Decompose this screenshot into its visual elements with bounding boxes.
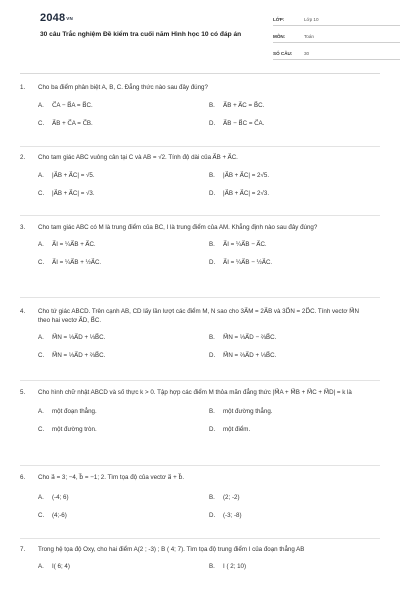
answer-options bbox=[38, 166, 380, 202]
option-a[interactable] bbox=[38, 557, 209, 575]
option-b[interactable] bbox=[209, 402, 380, 420]
option-letter: A. bbox=[38, 101, 44, 109]
question-stem bbox=[20, 545, 380, 554]
option-c[interactable] bbox=[38, 346, 209, 364]
question-stem bbox=[20, 388, 380, 397]
option-d[interactable] bbox=[209, 420, 380, 438]
meta-label: SỐ CÂU: bbox=[273, 51, 293, 56]
option-c[interactable] bbox=[38, 184, 209, 202]
option-c[interactable] bbox=[38, 114, 209, 132]
option-letter: D. bbox=[209, 258, 216, 266]
question-5 bbox=[20, 388, 380, 438]
option-text: A⃗B + A⃗C = B⃗C. bbox=[223, 101, 265, 109]
option-d[interactable] bbox=[209, 346, 380, 364]
option-letter: B. bbox=[209, 101, 215, 109]
option-c[interactable] bbox=[38, 506, 209, 524]
question-text: Cho tứ giác ABCD. Trên cạnh AB, CD lấy lần lượt các điểm M, N sao cho 3A⃗M = 2A⃗B và 3D⃗N = 2D⃗C. Tính vectơ M⃗N theo hai vectơ A⃗D, B⃗C. bbox=[38, 308, 359, 324]
option-text: C⃗A − B⃗A = B⃗C. bbox=[52, 101, 93, 109]
option-c[interactable] bbox=[38, 420, 209, 438]
option-b[interactable] bbox=[209, 166, 380, 184]
option-text: (-4; 6) bbox=[52, 493, 69, 501]
option-text: M⃗N = ⅓A⃗D − ⅔B⃗C. bbox=[223, 333, 277, 341]
option-a[interactable] bbox=[38, 166, 209, 184]
option-letter: C. bbox=[38, 119, 45, 127]
option-c[interactable] bbox=[38, 253, 209, 271]
question-1 bbox=[20, 83, 380, 132]
option-letter: B. bbox=[209, 493, 215, 501]
brand-logo[interactable] bbox=[40, 12, 73, 24]
option-b[interactable] bbox=[209, 488, 380, 506]
option-text: I ( 2; 10) bbox=[223, 562, 247, 570]
option-letter: B. bbox=[209, 562, 215, 570]
meta-row-class bbox=[273, 14, 400, 26]
option-d[interactable] bbox=[209, 253, 380, 271]
meta-value: Toán bbox=[304, 34, 314, 39]
option-text: (4;-6) bbox=[52, 511, 67, 519]
option-text: A⃗I = ¼A⃗B + ½A⃗C. bbox=[52, 258, 102, 266]
option-text: M⃗N = ⅓A⃗D + ⅔B⃗C. bbox=[52, 351, 106, 359]
meta-row-count bbox=[273, 48, 400, 60]
meta-value: Lớp 10 bbox=[304, 17, 319, 22]
option-d[interactable] bbox=[209, 506, 380, 524]
question-divider bbox=[20, 538, 380, 539]
question-3 bbox=[20, 223, 380, 271]
meta-value: 30 bbox=[304, 51, 310, 56]
document-title: 30 câu Trắc nghiệm Đề kiểm tra cuối năm Hình học 10 có đáp án bbox=[40, 31, 242, 38]
option-letter: B. bbox=[209, 240, 215, 248]
option-text: (2; -2) bbox=[223, 493, 240, 501]
answer-options bbox=[38, 488, 380, 524]
question-number: 5. bbox=[20, 389, 26, 396]
answer-options bbox=[38, 402, 380, 438]
option-letter: B. bbox=[209, 171, 215, 179]
option-d[interactable] bbox=[209, 114, 380, 132]
option-letter: C. bbox=[38, 351, 45, 359]
answer-options bbox=[38, 328, 380, 364]
option-letter: B. bbox=[209, 407, 215, 415]
option-b[interactable] bbox=[209, 557, 380, 575]
worksheet-header bbox=[20, 0, 380, 70]
option-letter: C. bbox=[38, 189, 45, 197]
question-7 bbox=[20, 545, 380, 575]
question-2 bbox=[20, 153, 380, 202]
question-divider bbox=[20, 297, 380, 298]
option-text: một đường tròn. bbox=[52, 425, 97, 433]
option-text: một đường thẳng. bbox=[223, 407, 273, 415]
option-text: một đoạn thẳng. bbox=[52, 407, 97, 415]
brand-suffix: VN bbox=[66, 16, 73, 21]
option-text: A⃗I = ¼A⃗B − ½A⃗C. bbox=[223, 258, 273, 266]
option-text: một điểm. bbox=[223, 425, 251, 433]
option-text: (-3; -8) bbox=[223, 511, 242, 519]
option-letter: D. bbox=[209, 189, 216, 197]
question-number: 1. bbox=[20, 84, 26, 91]
question-6 bbox=[20, 473, 380, 524]
brand-name: 2048 bbox=[40, 12, 66, 24]
question-text: Cho tam giác ABC có M là trung điểm của BC, I là trung điểm của AM. Khẳng định nào sau đây đúng? bbox=[38, 224, 318, 231]
option-a[interactable] bbox=[38, 328, 209, 346]
meta-row-subject bbox=[273, 31, 400, 43]
option-a[interactable] bbox=[38, 235, 209, 253]
header-divider bbox=[20, 73, 380, 74]
option-text: M⃗N = ⅔A⃗D + ⅓B⃗C. bbox=[223, 351, 277, 359]
option-b[interactable] bbox=[209, 96, 380, 114]
option-a[interactable] bbox=[38, 96, 209, 114]
option-text: |A⃗B + A⃗C| = √3. bbox=[52, 189, 95, 197]
question-4 bbox=[20, 307, 380, 364]
question-number: 3. bbox=[20, 224, 26, 231]
question-stem bbox=[20, 223, 380, 232]
answer-options bbox=[38, 96, 380, 132]
option-letter: D. bbox=[209, 351, 216, 359]
option-text: A⃗B − B⃗C = C⃗A. bbox=[223, 119, 265, 127]
question-text: Cho hình chữ nhật ABCD và số thực k > 0. Tập hợp các điểm M thỏa mãn đẳng thức |M⃗A + M⃗B + M⃗C + M⃗D| = k là bbox=[38, 389, 352, 396]
option-letter: D. bbox=[209, 511, 216, 519]
option-letter: C. bbox=[38, 511, 45, 519]
option-a[interactable] bbox=[38, 488, 209, 506]
option-letter: A. bbox=[38, 407, 44, 415]
option-text: |A⃗B + A⃗C| = 2√5. bbox=[223, 171, 270, 179]
option-d[interactable] bbox=[209, 184, 380, 202]
option-a[interactable] bbox=[38, 402, 209, 420]
option-text: I( 6; 4) bbox=[52, 562, 70, 570]
option-b[interactable] bbox=[209, 328, 380, 346]
question-number: 7. bbox=[20, 546, 26, 553]
question-stem bbox=[20, 473, 380, 482]
question-divider bbox=[20, 380, 380, 381]
option-text: A⃗I = ¼A⃗B − A⃗C. bbox=[223, 240, 267, 248]
answer-options bbox=[38, 235, 380, 271]
meta-label: LỚP: bbox=[273, 17, 285, 22]
question-stem bbox=[20, 83, 380, 92]
option-text: M⃗N = ⅓A⃗D + ⅓B⃗C. bbox=[52, 333, 106, 341]
meta-panel bbox=[273, 14, 400, 65]
option-letter: A. bbox=[38, 240, 44, 248]
option-letter: A. bbox=[38, 333, 44, 341]
question-number: 4. bbox=[20, 308, 26, 315]
meta-label: MÔN: bbox=[273, 34, 286, 39]
question-stem bbox=[20, 307, 380, 325]
option-letter: C. bbox=[38, 425, 45, 433]
question-stem bbox=[20, 153, 380, 162]
question-text: Cho ba điểm phân biệt A, B, C. Đẳng thức nào sau đây đúng? bbox=[38, 84, 208, 91]
question-text: Trong hệ tọa độ Oxy, cho hai điểm A(2 ; -3) ; B ( 4; 7). Tìm tọa độ trung điểm I của đoạn thẳng AB bbox=[38, 546, 305, 553]
option-text: |A⃗B + A⃗C| = √5. bbox=[52, 171, 95, 179]
option-letter: A. bbox=[38, 493, 44, 501]
option-letter: A. bbox=[38, 171, 44, 179]
option-text: A⃗B + C⃗A = C⃗B. bbox=[52, 119, 93, 127]
option-text: A⃗I = ¼A⃗B + A⃗C. bbox=[52, 240, 96, 248]
question-divider bbox=[20, 215, 380, 216]
option-letter: C. bbox=[38, 258, 45, 266]
question-text: Cho a⃗ = 3; −4, b⃗ = −1; 2. Tìm tọa độ của vectơ a⃗ + b⃗. bbox=[38, 474, 185, 481]
option-b[interactable] bbox=[209, 235, 380, 253]
option-letter: B. bbox=[209, 333, 215, 341]
option-letter: D. bbox=[209, 425, 216, 433]
option-text: |A⃗B + A⃗C| = 2√3. bbox=[223, 189, 270, 197]
option-letter: A. bbox=[38, 562, 44, 570]
question-number: 6. bbox=[20, 474, 26, 481]
question-number: 2. bbox=[20, 154, 26, 161]
question-divider bbox=[20, 465, 380, 466]
question-text: Cho tam giác ABC vuông cân tại C và AB = √2. Tính độ dài của A⃗B + A⃗C. bbox=[38, 154, 238, 161]
question-divider bbox=[20, 146, 380, 147]
option-letter: D. bbox=[209, 119, 216, 127]
answer-options bbox=[38, 557, 380, 575]
